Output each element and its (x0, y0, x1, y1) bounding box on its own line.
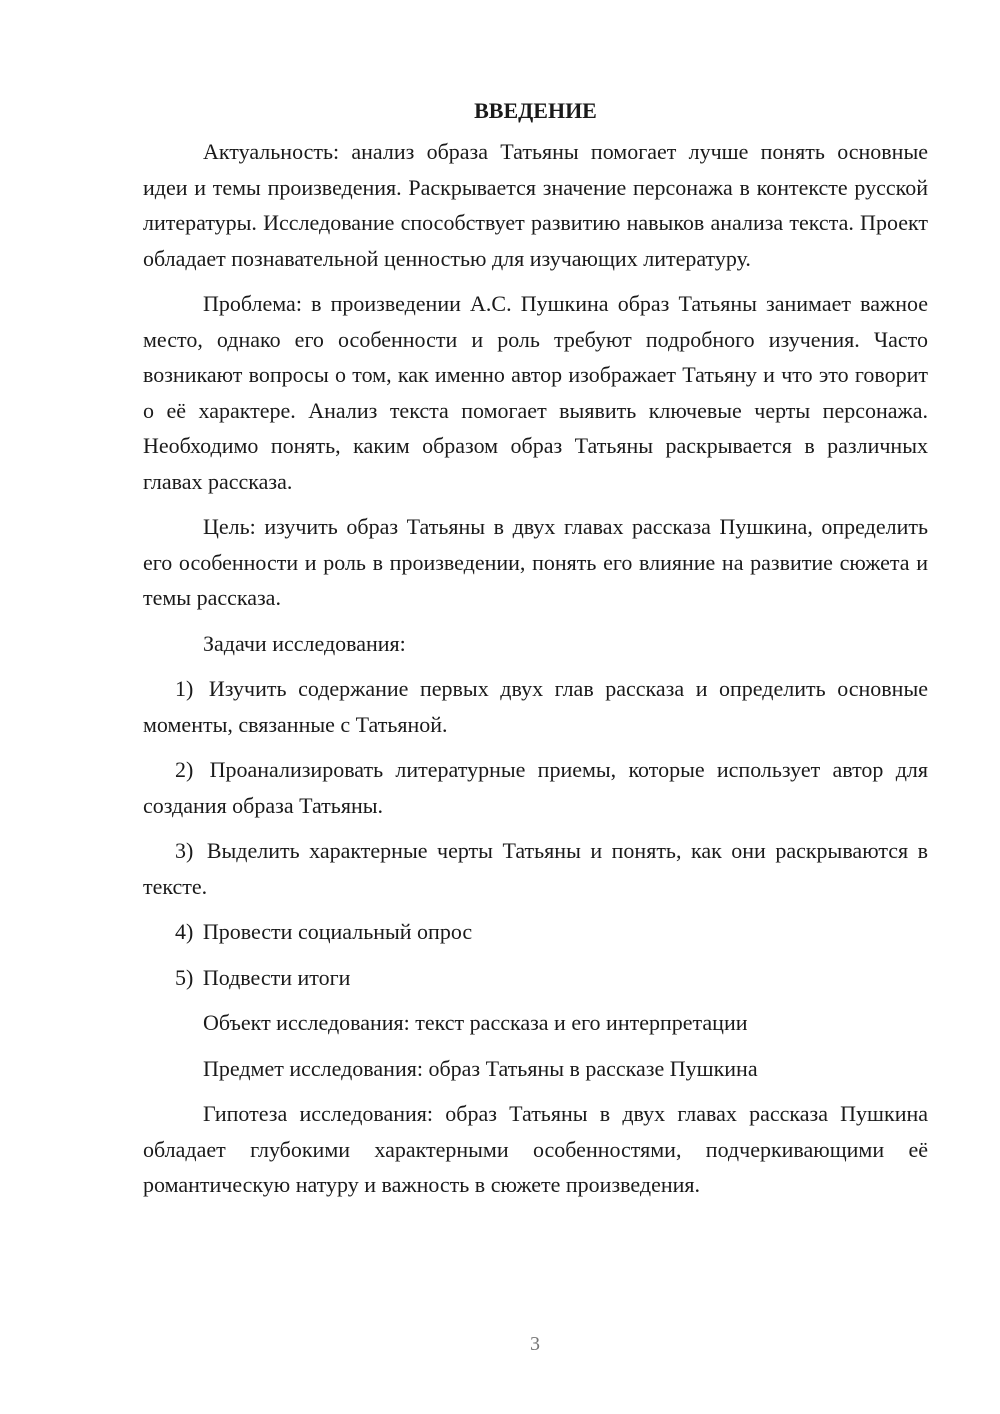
task-text: Подвести итоги (202, 964, 351, 990)
task-text: Провести социальный опрос (202, 919, 473, 944)
task-number: 2) (175, 757, 194, 782)
goal-paragraph: Цель: изучить образ Татьяны в двух главах рассказа Пушкина, определить его особенности и роль в произведении, понять его влияние на развитие сюжета и темы рассказа. (143, 514, 928, 610)
task-item-2 (143, 752, 928, 823)
task-item-4 (143, 914, 928, 950)
problem-paragraph: Проблема: в произведении А.С. Пушкина образ Татьяны занимает важное место, однако его особенности и роль требуют подробного изучения. Часто возникают вопросы о том, как именно автор изображает Татьяну и что это говорит о её характере. Анализ текста помогает выявить ключевые черты персонажа. Необходимо понять, каким образом образ Татьяны раскрывается в различных главах рассказа. (143, 291, 928, 494)
research-object: Объект исследования: текст рассказа и его интерпретации (203, 1010, 748, 1035)
task-number: 4) (175, 919, 194, 944)
tasks-heading: Задачи исследования: (203, 630, 406, 656)
section-title: ВВЕДЕНИЕ (474, 98, 597, 123)
task-number: 5) (175, 964, 194, 990)
hypothesis-paragraph: Гипотеза исследования: образ Татьяны в двух главах рассказа Пушкина обладает глубокими характерными особенностями, подчеркивающими её романтическую натуру и важность в сюжете произведения. (143, 1101, 928, 1197)
task-number: 1) (175, 676, 194, 701)
task-item-3 (143, 833, 928, 904)
task-text: Изучить содержание первых двух глав рассказа и определить основные моменты, связанные с Татьяной. (143, 676, 929, 737)
page-number: 3 (530, 1333, 540, 1355)
task-text: Проанализировать литературные приемы, которые использует автор для создания образа Татьяны. (143, 757, 929, 818)
relevance-paragraph: Актуальность: анализ образа Татьяны помогает лучше понять основные идеи и темы произведения. Раскрывается значение персонажа в контексте русской литературы. Исследование способствует развитию навыков анализа текста. Проект обладает познавательной ценностью для изучающих литературу. (143, 139, 928, 271)
page-content (143, 93, 928, 1213)
research-subject: Предмет исследования: образ Татьяны в рассказе Пушкина (203, 1055, 758, 1081)
task-text: Выделить характерные черты Татьяны и понять, как они раскрываются в тексте. (143, 838, 929, 899)
task-item-1 (143, 671, 928, 742)
task-item-5 (143, 960, 928, 996)
task-number: 3) (175, 838, 194, 863)
